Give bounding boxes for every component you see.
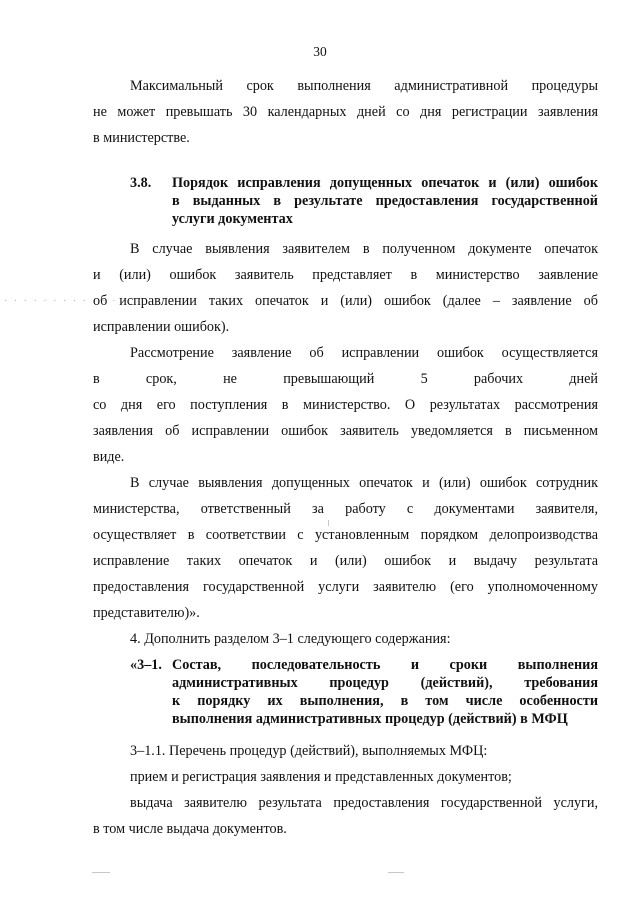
paragraph-line: Рассмотрение заявление об исправлении ошибок осуществляется [130,345,598,361]
paragraph-line: не может превышать 30 календарных дней со дня регистрации заявления [93,104,598,120]
paragraph-line: в том числе выдача документов. [93,821,287,837]
scan-artifact [388,872,404,873]
paragraph-line: об исправлении таких опечаток и (или) ошибок (далее – заявление об [93,293,598,309]
paragraph-line: В случае выявления допущенных опечаток и (или) ошибок сотрудник [130,475,598,491]
section-heading-line: Состав, последовательность и сроки выполнения [172,657,598,673]
paragraph-line: министерства, ответственный за работу с документами заявителя, [93,501,598,517]
paragraph-line: 3–1.1. Перечень процедур (действий), выполняемых МФЦ: [130,743,488,759]
page-number: 30 [313,44,327,59]
section-heading-line: услуги документах [172,211,293,227]
section-heading-line: выполнения административных процедур (действий) в МФЦ [172,711,568,727]
paragraph-line: исправлении ошибок). [93,319,230,335]
paragraph-line: представителю)». [93,605,200,621]
paragraph-line: В случае выявления заявителем в полученном документе опечаток [130,241,598,257]
paragraph-line: Максимальный срок выполнения административной процедуры [130,78,598,94]
paragraph-line: прием и регистрация заявления и представленных документов; [130,769,512,785]
section-heading-line: административных процедур (действий), требования [172,675,598,691]
paragraph-line: в министерстве. [93,130,190,146]
paragraph-line: в срок, не превышающий 5 рабочих дней [93,371,598,387]
paragraph-line: предоставления государственной услуги заявителю (его уполномоченному [93,579,598,595]
paragraph-line: осуществляет в соответствии с установленным порядком делопроизводства [93,527,598,543]
paragraph-line: исправление таких опечаток и (или) ошибок и выдачу результата [93,553,598,569]
section-number: 3.8. [130,175,152,191]
section-heading-line: в выданных в результате предоставления государственной [172,193,598,209]
scan-artifact: · · · · · · · · · · · · [4,296,118,307]
paragraph-line: заявления об исправлении ошибок заявитель уведомляется в письменном [93,423,598,439]
paragraph-line: выдача заявителю результата предоставления государственной услуги, [130,795,598,811]
section-heading-line: Порядок исправления допущенных опечаток и (или) ошибок [172,175,598,191]
section-heading-line: к порядку их выполнения, в том числе особенности [172,693,598,709]
scan-artifact [92,872,110,873]
section-number: «3–1. [130,657,162,673]
paragraph-line: и (или) ошибок заявитель представляет в министерство заявление [93,267,598,283]
paragraph-line: 4. Дополнить разделом 3–1 следующего содержания: [130,631,451,647]
paragraph-line: со дня его поступления в министерство. О результатах рассмотрения [93,397,598,413]
paragraph-line: виде. [93,449,125,465]
